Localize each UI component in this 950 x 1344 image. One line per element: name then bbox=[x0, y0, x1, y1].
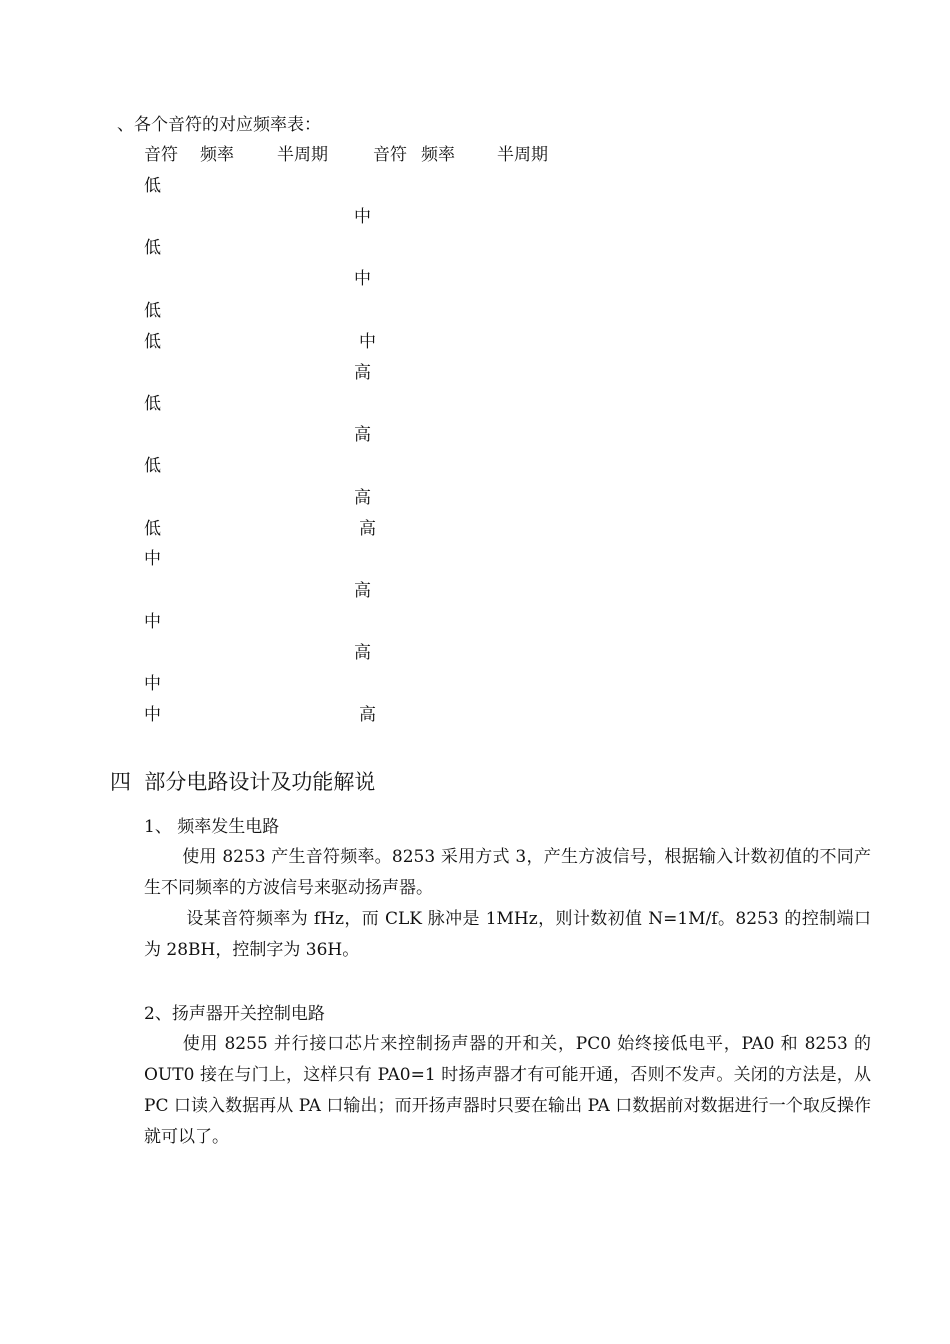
header-halfperiod-1: 半周期 bbox=[277, 145, 328, 165]
table-left-note: 中 bbox=[144, 674, 161, 694]
table-title: 、各个音符的对应频率表： bbox=[117, 115, 321, 135]
table-right-note: 中 bbox=[359, 332, 376, 352]
table-right-note: 中 bbox=[354, 207, 371, 227]
table-left-note: 中 bbox=[144, 705, 161, 725]
paragraph-text: 设某音符频率为 fHz，而 CLK 脉冲是 1MHz，则计数初值 N=1M/f。8253 的控制端口为 28BH，控制字为 36H。 bbox=[144, 909, 871, 960]
table-right-note: 高 bbox=[354, 488, 371, 508]
table-right-note: 高 bbox=[354, 425, 371, 445]
table-left-note: 低 bbox=[144, 519, 161, 539]
table-right-note: 中 bbox=[354, 269, 371, 289]
table-left-note: 低 bbox=[144, 332, 161, 352]
table-left-note: 中 bbox=[144, 612, 161, 632]
table-right-note: 高 bbox=[359, 705, 376, 725]
table-left-note: 中 bbox=[144, 549, 161, 569]
header-freq-1: 频率 bbox=[200, 145, 234, 165]
paragraph-text: 使用 8255 并行接口芯片来控制扬声器的开和关，PC0 始终接低电平，PA0 和 8253 的 OUT0 接在与门上，这样只有 PA0=1 时扬声器才有可能开通，否则不发声。关闭的方法是，从 PC 口读入数据再从 PA 口输出；而开扬声器时只要在输出 PA 口数据前对数据进行一个取反操作就可以了。 bbox=[144, 1034, 871, 1147]
subsection-2-title: 2、扬声器开关控制电路 bbox=[144, 1004, 325, 1024]
table-right-note: 高 bbox=[354, 643, 371, 663]
table-left-note: 低 bbox=[144, 301, 161, 321]
subsection-2-paragraph-1 bbox=[144, 1029, 871, 1153]
subsection-1-title: 1、 频率发生电路 bbox=[144, 817, 280, 837]
table-left-note: 低 bbox=[144, 176, 161, 196]
table-left-note: 低 bbox=[144, 238, 161, 258]
subsection-1-paragraph-1 bbox=[144, 842, 871, 904]
table-left-note: 低 bbox=[144, 394, 161, 414]
table-left-note: 低 bbox=[144, 456, 161, 476]
paragraph-text: 使用 8253 产生音符频率。8253 采用方式 3，产生方波信号，根据输入计数初值的不同产生不同频率的方波信号来驱动扬声器。 bbox=[144, 847, 871, 898]
table-right-note: 高 bbox=[354, 363, 371, 383]
header-note-1: 音符 bbox=[144, 145, 178, 165]
header-halfperiod-2: 半周期 bbox=[497, 145, 548, 165]
header-freq-2: 频率 bbox=[421, 145, 455, 165]
header-note-2: 音符 bbox=[373, 145, 407, 165]
table-right-note: 高 bbox=[359, 519, 376, 539]
subsection-1-paragraph-2 bbox=[144, 904, 871, 966]
section-heading: 四 部分电路设计及功能解说 bbox=[110, 770, 376, 794]
table-right-note: 高 bbox=[354, 581, 371, 601]
